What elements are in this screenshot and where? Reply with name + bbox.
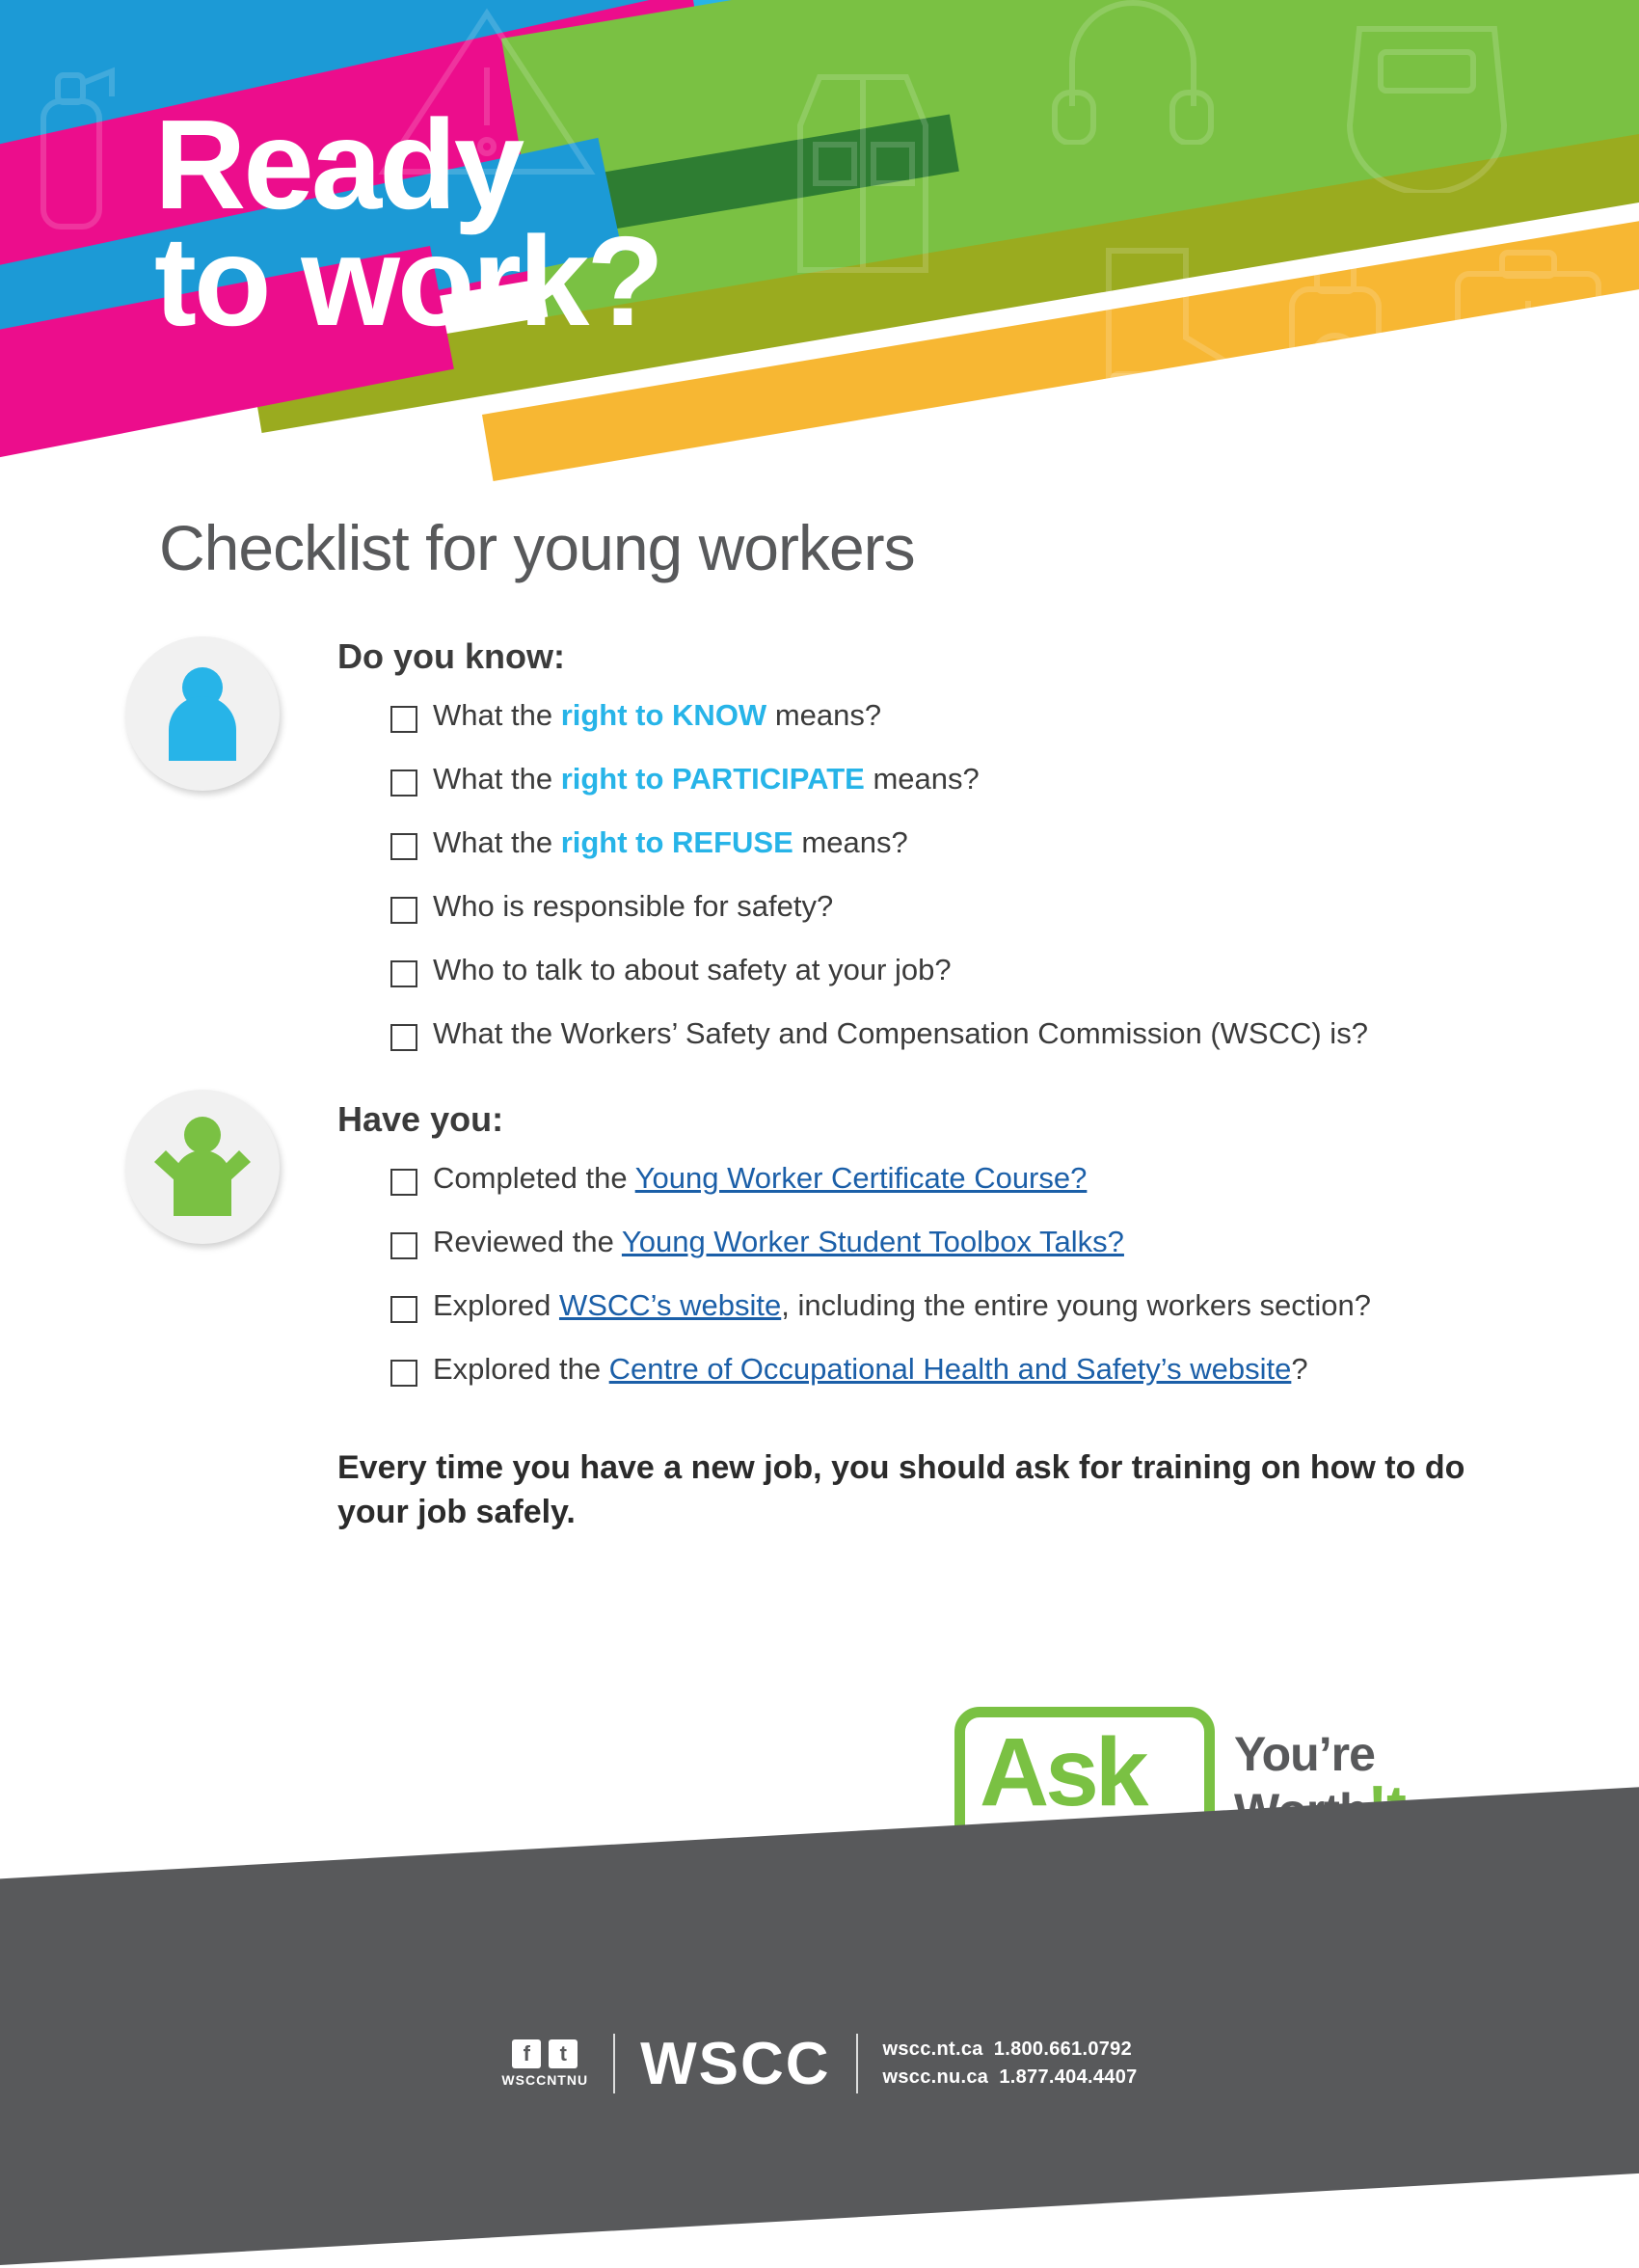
ask-word: Ask — [980, 1718, 1145, 1826]
checklist-item[interactable] — [390, 889, 1639, 924]
person-blue-badge — [125, 636, 280, 791]
section-title: Have you: — [337, 1099, 504, 1139]
checklist-item-text: Who to talk to about safety at your job? — [433, 953, 952, 986]
facebook-icon[interactable]: f — [512, 2039, 541, 2068]
checklist-item-text: What the right to KNOW means? — [433, 698, 882, 732]
social-handle: WSCCNTNU — [501, 2072, 589, 2088]
section-have-you — [0, 1099, 1639, 1408]
checklist-item[interactable] — [390, 698, 1639, 733]
section-body — [337, 636, 1639, 1051]
checklist-item[interactable] — [390, 1161, 1639, 1196]
section-do-you-know — [0, 636, 1639, 1090]
page-title — [154, 94, 661, 353]
checklist-item-text: What the right to PARTICIPATE means? — [433, 762, 980, 796]
checklist-item-text: Reviewed the Young Worker Student Toolbox Talks? — [433, 1225, 1124, 1258]
checklist-item[interactable] — [390, 1225, 1639, 1259]
section-body — [337, 1099, 1639, 1387]
person-green-badge — [125, 1090, 280, 1244]
checklist-item-text: Explored WSCC’s website, including the entire young workers section? — [433, 1288, 1371, 1322]
checkbox[interactable] — [390, 1169, 417, 1196]
contact-line-nu — [883, 2064, 1138, 2092]
closing-statement: Every time you have a new job, you should ask for training on how to do your job safely. — [337, 1449, 1465, 1530]
page-subtitle: Checklist for young workers — [159, 512, 915, 583]
checklist-item[interactable] — [390, 762, 1639, 796]
ear-muffs-icon — [1051, 0, 1215, 145]
checklist-item-text: What the right to REFUSE means? — [433, 825, 908, 859]
checklist-content — [0, 636, 1639, 1535]
header-banner — [0, 0, 1639, 521]
checkbox[interactable] — [390, 1296, 417, 1323]
checklist-item-text: Who is responsible for safety? — [433, 889, 834, 923]
checklist-item[interactable] — [390, 1016, 1639, 1051]
checklist-item[interactable] — [390, 1352, 1639, 1387]
contact-phone-nu: 1.877.404.4407 — [999, 2066, 1138, 2088]
contact-site-nu: wscc.nu.ca — [882, 2066, 989, 2088]
page-title-line2: to work? — [154, 210, 661, 353]
social-block — [501, 2039, 588, 2088]
twitter-icon[interactable]: t — [549, 2039, 578, 2068]
welding-helmet-icon — [1330, 10, 1523, 193]
checklist-item[interactable] — [390, 953, 1639, 987]
contact-site-nt: wscc.nt.ca — [882, 2038, 983, 2060]
checkbox[interactable] — [390, 770, 417, 796]
sunscreen-bottle-icon — [1263, 241, 1408, 444]
person-blue-icon — [149, 661, 255, 767]
checklist-item-text: Completed the Young Worker Certificate Course? — [433, 1161, 1088, 1195]
link-young-worker-toolbox-talks[interactable]: Young Worker Student Toolbox Talks? — [621, 1225, 1124, 1258]
person-green-icon — [145, 1112, 260, 1223]
section-title: Do you know: — [337, 636, 565, 676]
link-ccohs-website[interactable]: Centre of Occupational Health and Safety’s website — [608, 1352, 1292, 1386]
ask-tagline-line1: You’re — [1234, 1727, 1375, 1781]
checkbox[interactable] — [390, 1024, 417, 1051]
clipboard-icon — [1070, 366, 1196, 521]
checkbox[interactable] — [390, 1360, 417, 1387]
link-young-worker-certificate-course[interactable]: Young Worker Certificate Course? — [634, 1161, 1088, 1195]
checklist-item-text: What the Workers’ Safety and Compensation Commission (WSCC) is? — [433, 1016, 1368, 1050]
footer-content — [0, 2011, 1639, 2117]
footer-divider-2 — [856, 2034, 858, 2093]
checkbox[interactable] — [390, 833, 417, 860]
fire-extinguisher-icon — [19, 58, 125, 241]
wscc-wordmark: WSCC — [640, 2030, 831, 2097]
page-title-line1: Ready — [154, 94, 523, 235]
checkbox[interactable] — [390, 897, 417, 924]
first-aid-kit-icon — [1446, 241, 1610, 386]
contact-line-nt — [883, 2036, 1138, 2064]
checkbox[interactable] — [390, 960, 417, 987]
checklist-item[interactable] — [390, 1288, 1639, 1323]
footer-contact — [883, 2036, 1138, 2092]
checklist-item[interactable] — [390, 825, 1639, 860]
contact-phone-nt: 1.800.661.0792 — [993, 2038, 1133, 2060]
link-wscc-website[interactable]: WSCC’s website — [558, 1288, 782, 1322]
footer-divider-1 — [613, 2034, 615, 2093]
coveralls-icon — [781, 68, 945, 280]
checkbox[interactable] — [390, 1232, 417, 1259]
checkbox[interactable] — [390, 706, 417, 733]
social-icons — [512, 2039, 578, 2068]
checklist-item-text: Explored the Centre of Occupational Health and Safety’s website? — [433, 1352, 1308, 1386]
